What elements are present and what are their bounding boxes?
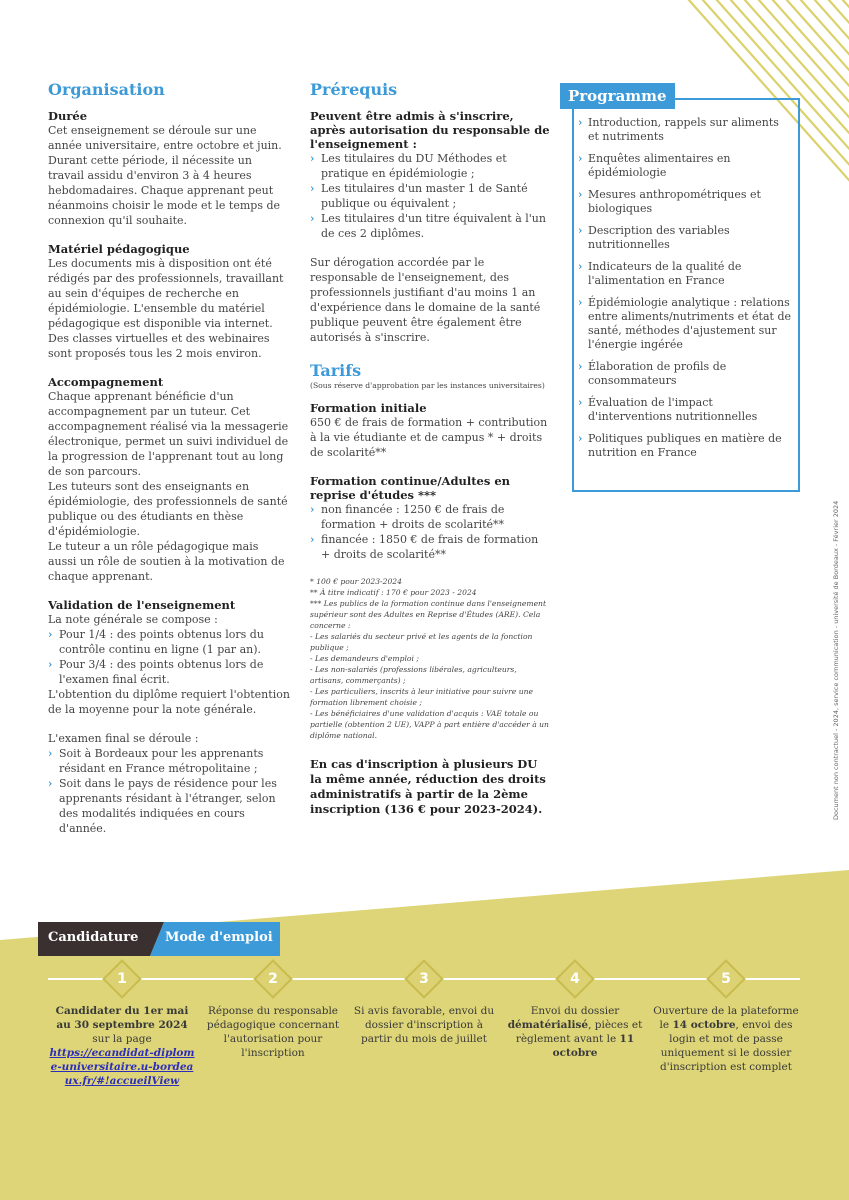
list-item: › Soit dans le pays de résidence pour les apprenants résidant à l'étranger, selon des modalités indiquées en cours d'année. — [48, 776, 290, 836]
formation-continue-list — [310, 502, 550, 562]
tarifs-notes — [310, 576, 550, 741]
step-1-dates: Candidater du 1er mai au 30 septembre 2024 — [55, 1005, 189, 1031]
materiel-text: Les documents mis à disposition ont été rédigés par des professionnels, travaillant au sein d'équipes de recherche en épidémiologie. L'ensemble du matériel pédagogique est disponible via internet. Des classes virtuelles et des webinaires sont proposés tous les 2 mois environ. — [48, 257, 284, 360]
validation-intro: La note générale se compose : — [48, 613, 218, 626]
accompagnement-text-3: Le tuteur a un rôle pédagogique mais aussi un rôle de soutien à la motivation de chaque apprenant. — [48, 540, 285, 583]
organisation-section — [48, 80, 290, 850]
step-3-text: Si avis favorable, envoi du dossier d'inscription à partir du mois de juillet — [353, 1005, 495, 1045]
accompagnement-text-1: Chaque apprenant bénéficie d'un accompagnement par un tuteur. Cet accompagnement réalisé via la messagerie électronique, permet un suivi individuel de la progression de l'apprenant tout au long de son parcours. — [48, 390, 289, 478]
step-4-pre: Envoi du dossier — [530, 1005, 620, 1017]
step-4-bold-2: 11 octobre — [552, 1033, 635, 1059]
tarifs-title: Tarifs — [310, 361, 362, 380]
step-4-text — [500, 1004, 650, 1060]
step-5-pre: Ouverture de la plateforme le — [653, 1005, 799, 1031]
note-line: - Les bénéficiaires d'une validation d'acquis : VAE totale ou partielle (obtention 2 UE), VAPP à part entière d'accéder à un diplôme national. — [310, 709, 549, 740]
list-item: › Les titulaires d'un master 1 de Santé publique ou équivalent ; — [310, 181, 550, 211]
step-4-mid: , pièces et règlement avant le — [515, 1019, 643, 1045]
formation-initiale-text: 650 € de frais de formation + contribution à la vie étudiante et de campus * + droits de scolarité** — [310, 416, 548, 459]
programme-item: › Indicateurs de la qualité de l'alimentation en France — [578, 260, 792, 288]
examen-list — [48, 746, 290, 836]
prerequis-intro: Peuvent être admis à s'inscrire, après autorisation du responsable de l'enseignement : — [310, 109, 550, 151]
note-line: - Les particuliers, inscrits à leur initiative pour suivre une formation librement choisie ; — [310, 687, 533, 707]
list-item: › Pour 3/4 : des points obtenus lors de l'examen final écrit. — [48, 657, 290, 687]
step-5-text — [651, 1004, 801, 1074]
formation-continue-title: Formation continue/Adultes en reprise d'études *** — [310, 474, 511, 502]
duree-title: Durée — [48, 109, 88, 123]
programme-item: › Politiques publiques en matière de nutrition en France — [578, 432, 792, 460]
step-number: 1 — [117, 971, 127, 987]
prerequis-derogation: Sur dérogation accordée par le responsable de l'enseignement, des professionnels justifiant d'au moins 1 an d'expérience dans le domaine de la santé publique peuvent être également être autorisés à s'inscrire. — [310, 256, 541, 344]
step-number: 3 — [419, 971, 429, 987]
note-line: * 100 € pour 2023-2024 — [310, 577, 402, 586]
note-line: - Les non-salariés (professions libérales, agriculteurs, artisans, commerçants) ; — [310, 665, 517, 685]
step-number: 5 — [721, 971, 731, 987]
list-item: › financée : 1850 € de frais de formation + droits de scolarité** — [310, 532, 550, 562]
list-item: › Les titulaires d'un titre équivalent à l'un de ces 2 diplômes. — [310, 211, 550, 241]
programme-item: › Évaluation de l'impact d'interventions nutritionnelles — [578, 396, 792, 424]
step-number: 4 — [570, 971, 580, 987]
materiel-title: Matériel pédagogique — [48, 242, 190, 256]
note-line: - Les salariés du secteur privé et les agents de la fonction publique ; — [310, 632, 533, 652]
programme-title: Programme — [560, 83, 675, 109]
prerequis-section — [310, 80, 550, 817]
duree-text: Cet enseignement se déroule sur une année universitaire, entre octobre et juin. Durant cette période, il nécessite un travail assidu d'environ 3 à 4 heures hebdomadaires. Chaque apprenant peut néanmoins choisir le mode et le temps de connexion qu'il souhaite. — [48, 124, 282, 227]
note-line: *** Les publics de la formation continue dans l'enseignement supérieur sont des Adultes en Reprise d'Études (ARE). Cela concerne : — [310, 599, 546, 630]
step-1-mid: sur la page — [92, 1033, 152, 1045]
ecandidat-link[interactable]: https://ecandidat-diplome-universitaire.u-bordeaux.fr/#!accueilView — [49, 1047, 195, 1087]
list-item: › Soit à Bordeaux pour les apprenants résidant en France métropolitaine ; — [48, 746, 290, 776]
validation-text: L'obtention du diplôme requiert l'obtention de la moyenne pour la note générale. — [48, 688, 290, 716]
programme-item: › Élaboration de profils de consommateurs — [578, 360, 792, 388]
side-note-text: Document non contractuel - 2024, service communication - université de Bordeaux - Février 2024 — [832, 500, 840, 820]
programme-item: › Mesures anthropométriques et biologiques — [578, 188, 792, 216]
step-5-bold: 14 octobre — [672, 1019, 736, 1031]
note-line: ** À titre indicatif : 170 € pour 2023 - 2024 — [310, 588, 477, 597]
list-item: › non financée : 1250 € de frais de formation + droits de scolarité** — [310, 502, 550, 532]
list-item: › Pour 1/4 : des points obtenus lors du contrôle continu en ligne (1 par an). — [48, 627, 290, 657]
organisation-title: Organisation — [48, 80, 165, 99]
accompagnement-title: Accompagnement — [48, 375, 164, 389]
examen-intro: L'examen final se déroule : — [48, 732, 199, 745]
reduction-text: En cas d'inscription à plusieurs DU la même année, réduction des droits administratifs à partir de la 2ème inscription (136 € pour 2023-2024). — [310, 757, 546, 816]
tab-mode-emploi: Mode d'emploi — [165, 930, 273, 945]
programme-item: › Épidémiologie analytique : relations entre aliments/nutriments et état de santé, méthodes d'ajustement sur l'énergie ingérée — [578, 296, 792, 352]
note-line: - Les demandeurs d'emploi ; — [310, 654, 419, 663]
step-1-text — [47, 1004, 197, 1088]
side-note — [832, 460, 840, 820]
programme-item: › Description des variables nutritionnelles — [578, 224, 792, 252]
programme-item: › Introduction, rappels sur aliments et nutriments — [578, 116, 792, 144]
step-2-text: Réponse du responsable pédagogique concernant l'autorisation pour l'inscription — [206, 1005, 340, 1059]
prerequis-title: Prérequis — [310, 80, 398, 99]
list-item: › Les titulaires du DU Méthodes et pratique en épidémiologie ; — [310, 151, 550, 181]
step-4-bold-1: dématérialisé — [507, 1019, 589, 1031]
accompagnement-text-2: Les tuteurs sont des enseignants en épidémiologie, des professionnels de santé publique ou des étudiants en thèse d'épidémiologie. — [48, 480, 288, 538]
step-number: 2 — [268, 971, 278, 987]
step-5-mid: , envoi des login et mot de passe uniquement si le dossier d'inscription est complet — [660, 1019, 793, 1073]
tarifs-subtitle: (Sous réserve d'approbation par les instances universitaires) — [310, 381, 545, 390]
programme-list — [578, 116, 792, 468]
tab-candidature: Candidature — [48, 930, 139, 945]
programme-item: › Enquêtes alimentaires en épidémiologie — [578, 152, 792, 180]
validation-title: Validation de l'enseignement — [48, 598, 236, 612]
formation-initiale-title: Formation initiale — [310, 401, 427, 415]
validation-list — [48, 627, 290, 687]
prerequis-list — [310, 151, 550, 241]
